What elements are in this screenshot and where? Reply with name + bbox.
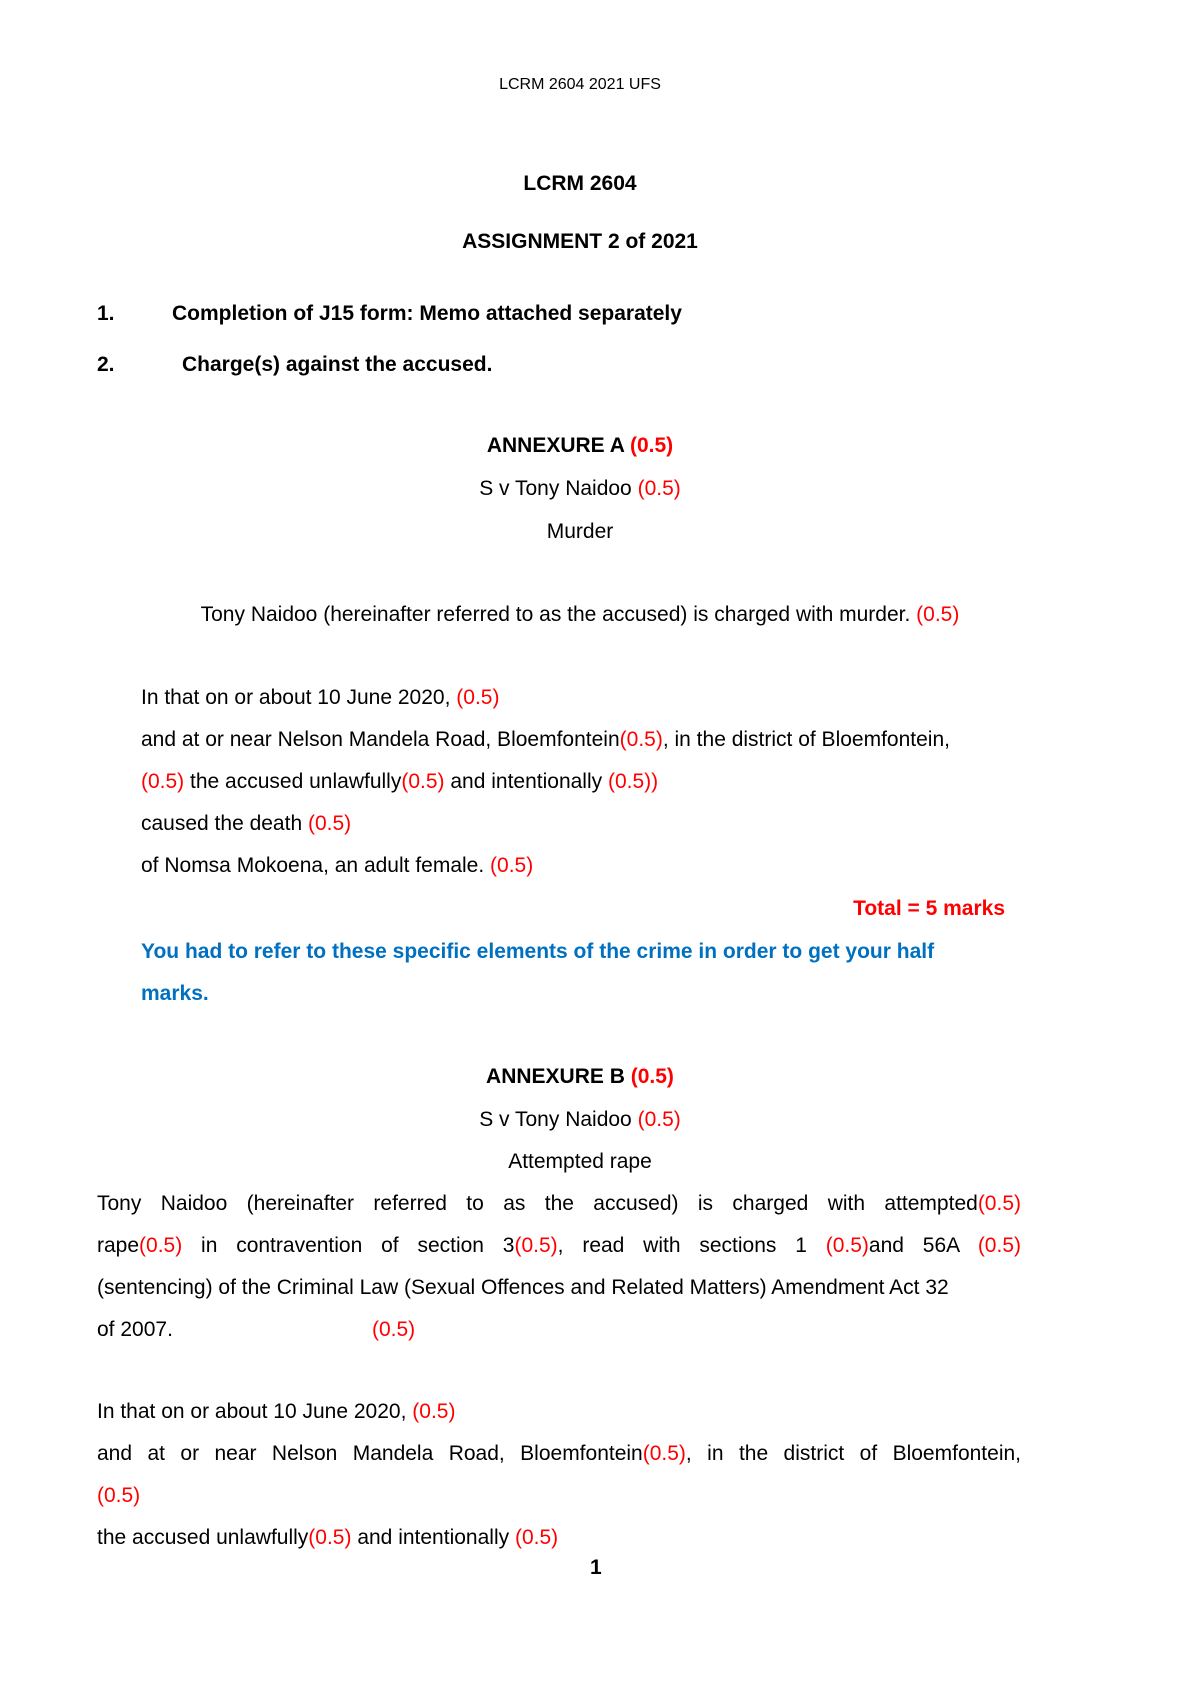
- document-title: LCRM 2604: [523, 172, 637, 195]
- annexure-b-line-place-mark: (0.5): [97, 1484, 141, 1507]
- annexure-b-charge-line-2: rape(0.5) in contravention of section 3(0.5), read with sections 1 (0.5)and 56A (0.5): [97, 1234, 1021, 1257]
- item-1-number: 1.: [97, 302, 115, 325]
- annexure-b-charge-line-1: Tony Naidoo (hereinafter referred to as the accused) is charged with attempted(0.5): [97, 1192, 1021, 1215]
- annexure-b-line-place: and at or near Nelson Mandela Road, Bloemfontein(0.5), in the district of Bloemfontein,: [97, 1442, 1021, 1465]
- annexure-b-charge-line-3: (sentencing) of the Criminal Law (Sexual Offences and Related Matters) Amendment Act 32: [97, 1276, 949, 1299]
- item-2-number: 2.: [97, 353, 115, 376]
- annexure-a-line-victim: of Nomsa Mokoena, an adult female. (0.5): [141, 854, 534, 877]
- annexure-a-heading: ANNEXURE A (0.5): [486, 434, 674, 457]
- annexure-b-line-date: In that on or about 10 June 2020, (0.5): [97, 1400, 456, 1423]
- annexure-b-crime: Attempted rape: [508, 1150, 652, 1173]
- annexure-a-line-date: In that on or about 10 June 2020, (0.5): [141, 686, 500, 709]
- annexure-a-total: Total = 5 marks: [853, 897, 1005, 920]
- annexure-a-note-line-2: marks.: [141, 982, 209, 1005]
- annexure-a-case: S v Tony Naidoo (0.5): [479, 477, 681, 500]
- annexure-a-crime: Murder: [546, 520, 614, 543]
- page-header: LCRM 2604 2021 UFS: [499, 76, 661, 93]
- annexure-a-line-unlawful: (0.5) the accused unlawfully(0.5) and intentionally (0.5)): [141, 770, 659, 793]
- annexure-b-charge-line-4: of 2007.: [97, 1318, 173, 1341]
- annexure-a-line-death: caused the death (0.5): [141, 812, 352, 835]
- annexure-a-line-place: and at or near Nelson Mandela Road, Bloemfontein(0.5), in the district of Bloemfontein,: [141, 728, 950, 751]
- page-number: 1: [590, 1556, 602, 1579]
- annexure-b-charge-mark: (0.5): [372, 1318, 416, 1341]
- annexure-a-note-line-1: You had to refer to these specific elements of the crime in order to get your half: [141, 940, 935, 963]
- annexure-b-line-unlawful: the accused unlawfully(0.5) and intentionally (0.5): [97, 1526, 559, 1549]
- annexure-a-charge: Tony Naidoo (hereinafter referred to as the accused) is charged with murder. (0.5): [200, 603, 960, 626]
- annexure-b-case: S v Tony Naidoo (0.5): [479, 1108, 681, 1131]
- item-1-text: Completion of J15 form: Memo attached separately: [172, 302, 682, 325]
- document-subtitle: ASSIGNMENT 2 of 2021: [462, 230, 698, 253]
- item-2-text: Charge(s) against the accused.: [182, 353, 493, 376]
- annexure-b-heading: ANNEXURE B (0.5): [486, 1065, 674, 1088]
